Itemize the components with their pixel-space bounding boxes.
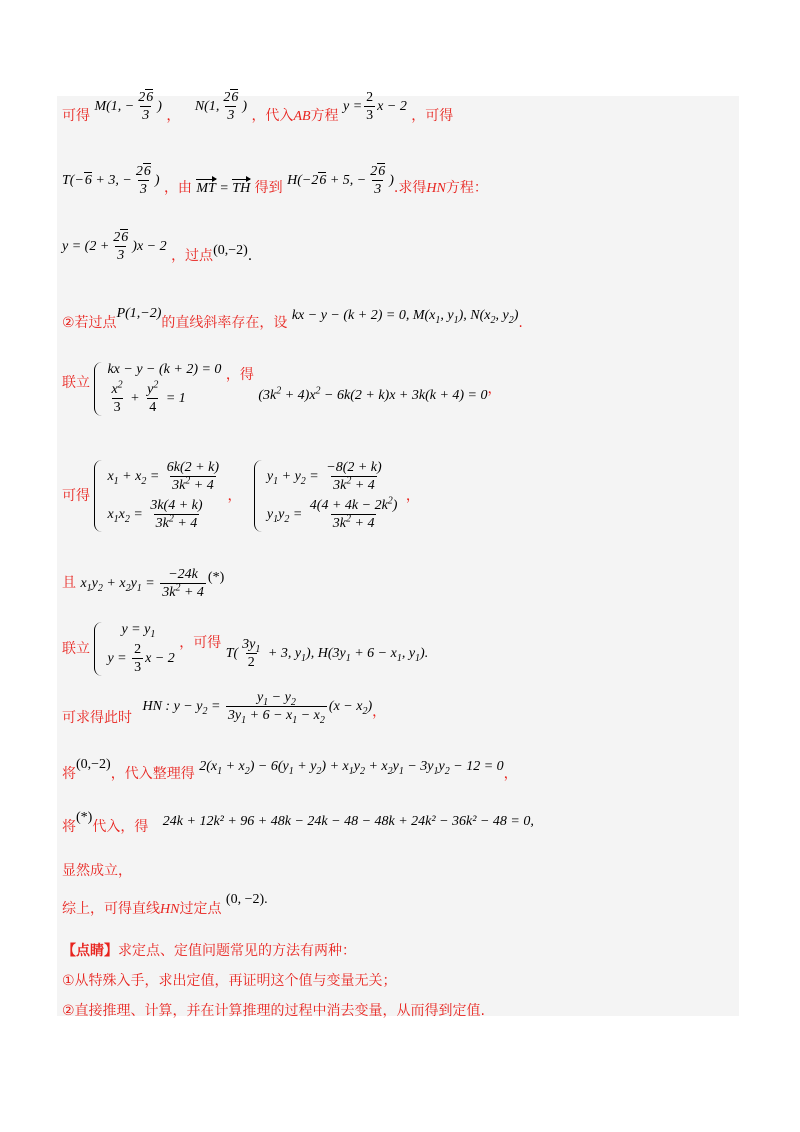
line-1 [62,90,454,134]
formula-H: H(−26 + 5, − $\frac{26}{3}$ ) [287,164,394,198]
star-mark: (*) [76,810,93,825]
text: ，由 [163,180,192,197]
text: 方程： [445,180,488,197]
tip-label: 【点睛】 [62,943,118,959]
text: 联立 [62,640,90,657]
text: . [247,248,253,265]
formula-N: N(1, $\frac{26}{3}$ ) [194,90,247,124]
text: 将 [62,819,76,835]
formula-substituted: $2(x_1 + x_2) - 6(y_1 + y_2) + x_1y_2 + x_2y_1 - 3y_1y_2 - 12 = 0$ [199,759,504,777]
text: 且 [62,575,76,592]
formula-T: T(−6 + 3, − $\frac{26}{3}$ ) [62,164,160,198]
text: ， [372,704,387,721]
text: ，代入 [251,108,294,125]
formula-vector-eq: MT = TH [196,181,251,197]
text: . [518,315,523,331]
tip-item-1 [62,970,397,990]
text: ， [227,487,242,504]
text: 综上，可得直线 [62,901,160,917]
text: 的直线斜率存在，设 [161,315,288,331]
text: ①从特殊入手，求出定值，再证明这个值与变量无关； [62,973,397,989]
line-4 [62,306,523,332]
text: ，代入整理得 [110,766,195,782]
text: 可求得此时 [62,710,132,727]
vieta-y-system: $y_1 + y_2$ = $\frac{-8(2 + k)}{3k^2 + 4}$ $y_1y_2$ = $\frac{4(4 + 4k - 2k^2)}{3k^2 + 4}$ [254,460,402,532]
line-6 [62,460,420,532]
formula-hn-general: HN : $y - y_2$ = $\frac{y_1 - y_2}{3y_1 + 6 - x_1 - x_2}$ $(x - x_2)$ [142,690,373,727]
text: AB [293,109,311,125]
text: ②若过点 [62,315,117,331]
formula-final-check: 24k + 12k² + 96 + 48k − 24k − 48 − 48k + 24k² − 36k² − 48 = 0, [162,814,534,829]
text: 方程 [310,108,339,125]
text: ，过点 [171,248,214,265]
point-label: (0,−2) [213,243,248,259]
text: 联立 [62,374,90,391]
star-mark: (*) [207,570,225,586]
point-label: (0, −2). [225,892,268,907]
equation-system-2: $y = y_1$ y = $\frac{2}{3}$ x − 2 [94,622,174,676]
text: 得到 [254,180,283,197]
formula-M: M(1, − $\frac{26}{3}$ ) [94,90,162,124]
formula-quadratic: $(3k^2 + 4)x^2 - 6k(2 + k)x + 3k(k + 4) = 0$ [258,385,488,403]
line-5 [62,362,502,416]
text: ，可得 [411,108,454,125]
point-label: P(1,−2) [116,306,162,321]
text: ②直接推理、计算，并在计算推理的过程中消去变量，从而得到定值. [62,1003,485,1019]
point-label: (0,−2) [76,757,111,772]
text: ， [487,380,502,397]
text: 求定点、定值问题常见的方法有两种： [118,943,356,959]
formula-line-ab: y = $\frac{2}{3}$ x − 2 [343,90,407,124]
tip-intro-line [62,940,356,960]
text: HN [426,181,446,197]
formula-hn-line: y = (2 + $\frac{26}{3}$ )x − 2 [62,230,167,264]
line-12 [62,860,132,880]
formula-cross-sum: $x_1y_2 + x_2y_1$ = $\frac{-24k}{3k^2 + 4}$ [80,567,204,601]
formula-T-H-general: T( $\frac{3y_1}{2}$ + 3, $y_1$), $H(3y_1 + 6 - x_1$, $y_1$). [225,636,429,671]
text: 过定点 [179,901,222,917]
text: 代入，得 [92,819,149,835]
formula-line-setup: kx − y − (k + 2) = 0, $M(x_1$, $y_1$), $N(x_2$, $y_2$) [291,308,519,326]
line-7 [62,567,224,601]
vieta-x-system: $x_1 + x_2$ = $\frac{6k(2 + k)}{3k^2 + 4}$ $x_1x_2$ = $\frac{3k(4 + k)}{3k^2 + 4}$ [94,460,223,532]
line-13 [62,892,268,918]
text: ，得 [225,366,254,383]
tip-item-2 [62,1000,485,1020]
line-2 [62,164,488,206]
line-8 [62,622,428,676]
document-page [57,90,739,1016]
line-3 [62,230,253,274]
text: .求得 [393,180,427,197]
text: 显然成立， [62,863,132,879]
text: ， [166,108,181,125]
line-9 [62,690,387,727]
line-11 [62,810,534,836]
text: 可得 [62,487,90,504]
text: ， [405,487,420,504]
equation-system-1: kx − y − (k + 2) = 0 $\frac{x^2}{3}$ + $\frac{y^2}{4}$ = 1 [94,362,221,416]
text: HN [160,902,180,917]
line-10 [62,757,518,783]
text: 可得 [62,108,90,125]
text: ，可得 [179,634,222,651]
text: ， [503,766,518,782]
text: 将 [62,766,76,782]
